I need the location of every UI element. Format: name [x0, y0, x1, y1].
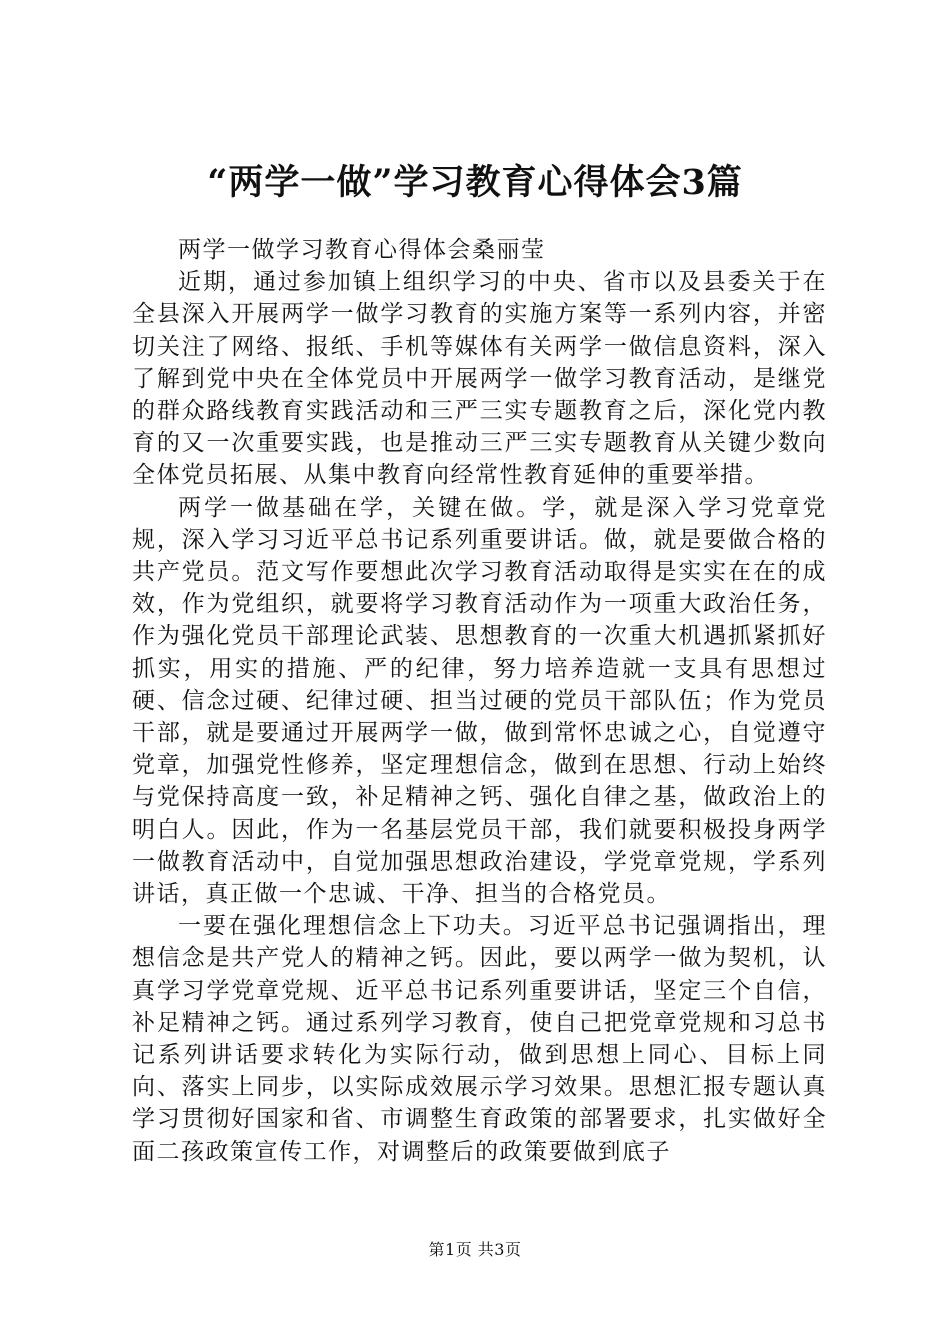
- document-body: [132, 234, 827, 1168]
- paragraph: 一要在强化理想信念上下功夫。习近平总书记强调指出，理想信念是共产党人的精神之钙。因此，要以两学一做为契机，认真学习学党章党规、近平总书记系列重要讲话，坚定三个自信，补足精神之钙。通过系列学习教育，使自己把党章党规和习总书记系列讲话要求转化为实际行动，做到思想上同心、目标上同向、落实上同步，以实际成效展示学习效果。思想汇报专题认真学习贯彻好国家和省、市调整生育政策的部署要求，扎实做好全面二孩政策宣传工作，对调整后的政策要做到底子: [132, 913, 827, 1165]
- paragraph-subtitle: 两学一做学习教育心得体会桑丽莹: [178, 237, 546, 263]
- page-footer: 第1页 共3页: [428, 1240, 522, 1259]
- document-title: “两学一做”学习教育心得体会3篇: [207, 162, 743, 203]
- paragraph: 两学一做基础在学，关键在做。学，就是深入学习党章党规，深入学习习近平总书记系列重要讲话。做，就是要做合格的共产党员。范文写作要想此次学习教育活动取得是实实在在的成效，作为党组织，就要将学习教育活动作为一项重大政治任务，作为强化党员干部理论武装、思想教育的一次重大机遇抓紧抓好抓实，用实的措施、严的纪律，努力培养造就一支具有思想过硬、信念过硬、纪律过硬、担当过硬的党员干部队伍；作为党员干部，就是要通过开展两学一做，做到常怀忠诚之心，自觉遵守党章，加强党性修养，坚定理想信念，做到在思想、行动上始终与党保持高度一致，补足精神之钙、强化自律之基，做政治上的明白人。因此，作为一名基层党员干部，我们就要积极投身两学一做教育活动中，自觉加强思想政治建设，学党章党规，学系列讲话，真正做一个忠诚、干净、担当的合格党员。: [132, 494, 827, 908]
- paragraph: 近期，通过参加镇上组织学习的中央、省市以及县委关于在全县深入开展两学一做学习教育的实施方案等一系列内容，并密切关注了网络、报纸、手机等媒体有关两学一做信息资料，深入了解到党中央在全体党员中开展两学一做学习教育活动，是继党的群众路线教育实践活动和三严三实专题教育之后，深化党内教育的又一次重要实践，也是推动三严三实专题教育从关键少数向全体党员拓展、从集中教育向经常性教育延伸的重要举措。: [132, 269, 827, 489]
